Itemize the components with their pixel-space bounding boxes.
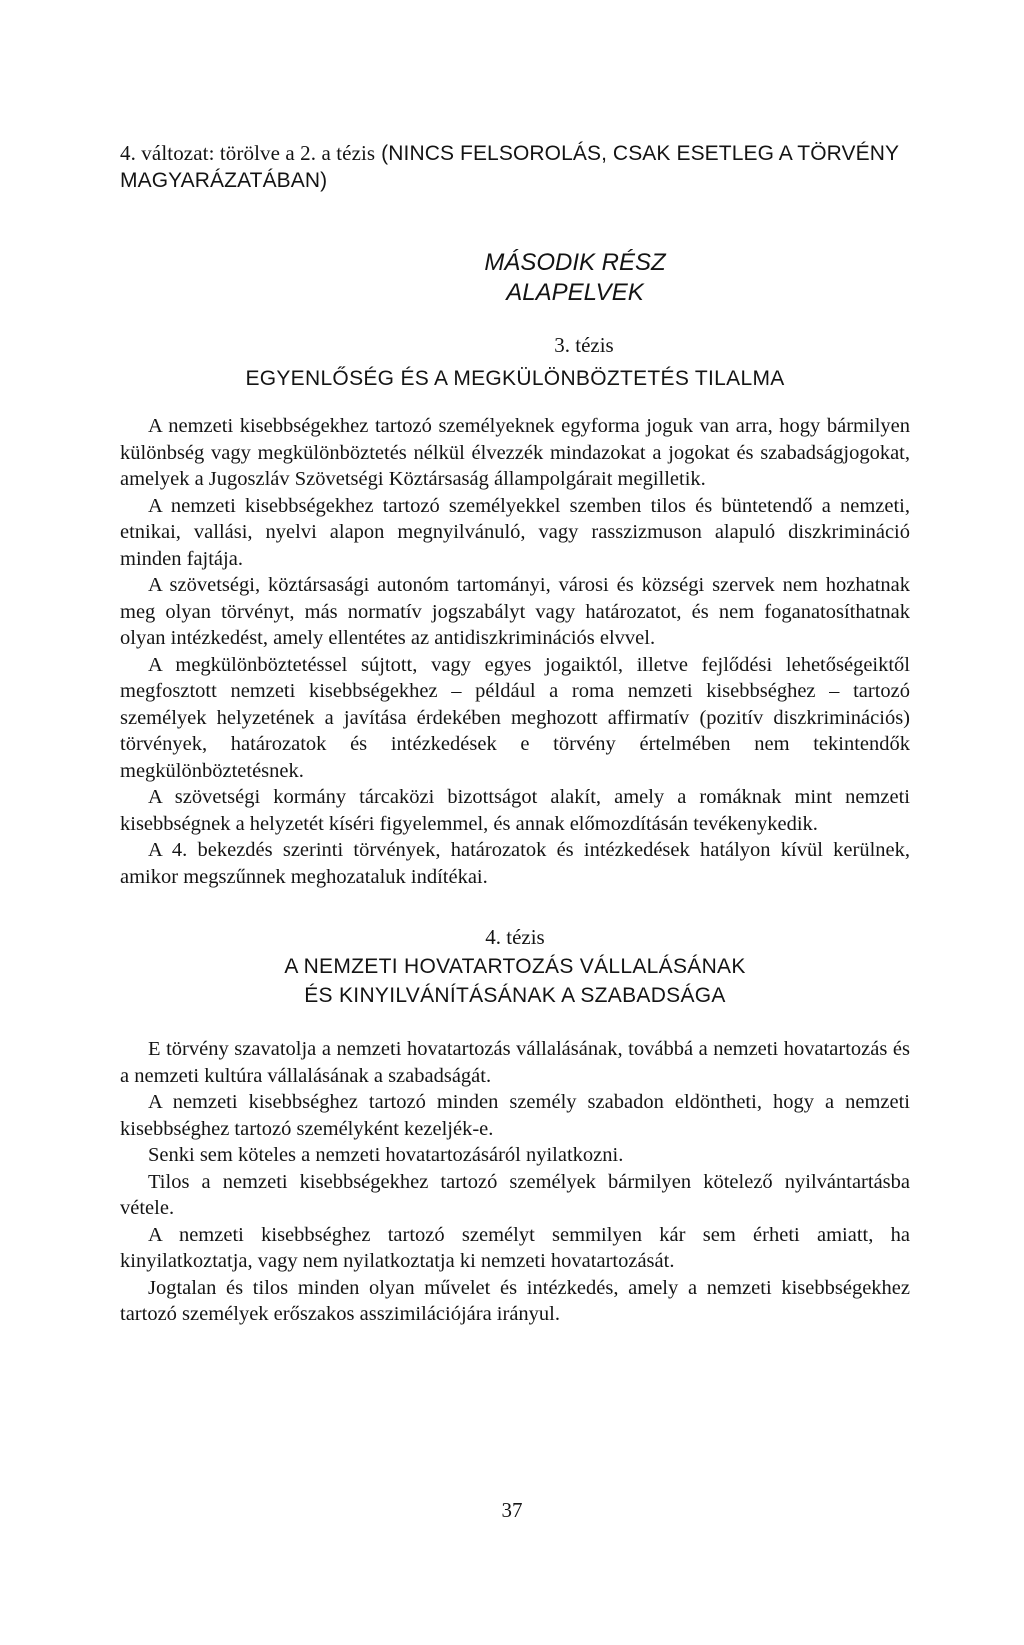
thesis-4-title-line-1: A NEMZETI HOVATARTOZÁS VÁLLALÁSÁNAK [284, 955, 746, 978]
thesis-4-title-line-2: ÉS KINYILVÁNÍTÁSÁNAK A SZABADSÁGA [304, 984, 726, 1007]
paragraph: A nemzeti kisebbségekhez tartozó személyeknek egyforma joguk van arra, hogy bármilyen különbség vagy megkülönböztetés nélkül élvezzék mindazokat a jogokat és szabadságjogokat, amelyek a Jugoszláv Szövetségi Köztársaság állampolgárait megilletik. [120, 415, 910, 490]
thesis-4-body [120, 1036, 910, 1328]
thesis-3-section [120, 332, 910, 890]
paragraph: A nemzeti kisebbséghez tartozó személyt semmilyen kár sem érheti amiatt, ha kinyilatkoztatja, vagy nem nyilatkoztatja ki nemzeti hovatartozását. [120, 1223, 910, 1272]
paragraph: E törvény szavatolja a nemzeti hovatartozás vállalásának, továbbá a nemzeti hovatartozás és a nemzeti kultúra vállalásának a szabadságát. [120, 1038, 910, 1087]
paragraph: A 4. bekezdés szerinti törvények, határozatok és intézkedések hatályon kívül kerülnek, amikor megszűnnek meghozataluk indítékai. [120, 839, 910, 888]
paragraph: A megkülönböztetéssel sújtott, vagy egyes jogaiktól, illetve fejlődési lehetőségeiktől megfosztott nemzeti kisebbségekhez – például a roma nemzeti kisebbséghez – tartozó személyek helyzetének a javítása érdekében meghozott affirmatív (pozitív diszkriminációs) törvények, határozatok és intézkedések e törvény értelmében nem tekintendők megkülönböztetésnek. [120, 653, 910, 782]
thesis-4-number: 4. tézis [485, 925, 545, 949]
thesis-3-body [120, 413, 910, 890]
version-note-lead: 4. változat: törölve a 2. a tézis [120, 141, 376, 165]
version-note-rest: (NINCS FELSOROLÁS, CSAK ESETLEG A TÖRVÉNY MAGYARÁZATÁBAN) [120, 142, 899, 192]
version-note [120, 140, 910, 194]
paragraph: A szövetségi kormány tárcaközi bizottságot alakít, amely a romáknak mint nemzeti kisebbségnek a helyzetét kíséri figyelemmel, és annak előmozdításán tevékenykedik. [120, 786, 910, 835]
part-title: MÁSODIK RÉSZ [484, 249, 666, 276]
paragraph: A nemzeti kisebbségekhez tartozó személyekkel szemben tilos és büntetendő a nemzeti, etnikai, vallási, nyelvi alapon megnyilvánuló, vagy rasszizmuson alapuló diszkrimináció minden fajtája. [120, 494, 910, 570]
page-number: 37 [501, 1498, 523, 1522]
paragraph: Jogtalan és tilos minden olyan művelet és intézkedés, amely a nemzeti kisebbségekhez tartozó személyek erőszakos asszimilációjára irányul. [120, 1276, 910, 1325]
paragraph: A nemzeti kisebbséghez tartozó minden személy szabadon eldöntheti, hogy a nemzeti kisebbséghez tartozó személyként kezeljék-e. [120, 1091, 910, 1140]
thesis-3-number: 3. tézis [554, 333, 614, 357]
thesis-3-title: EGYENLŐSÉG ÉS A MEGKÜLÖNBÖZTETÉS TILALMA [245, 367, 785, 390]
thesis-4-section [120, 924, 910, 1328]
document-page [120, 140, 910, 1328]
paragraph: A szövetségi, köztársasági autonóm tartományi, városi és községi szervek nem hozhatnak meg olyan törvényt, más normatív jogszabályt vagy határozatot, és nem foganatosíthatnak olyan intézkedést, amely ellentétes az antidiszkriminációs elvvel. [120, 574, 910, 649]
part-subtitle: ALAPELVEK [506, 279, 644, 306]
paragraph: Tilos a nemzeti kisebbségekhez tartozó személyek bármilyen kötelező nyilvántartásba vétele. [120, 1170, 910, 1219]
paragraph: Senki sem köteles a nemzeti hovatartozásáról nyilatkozni. [148, 1144, 624, 1166]
